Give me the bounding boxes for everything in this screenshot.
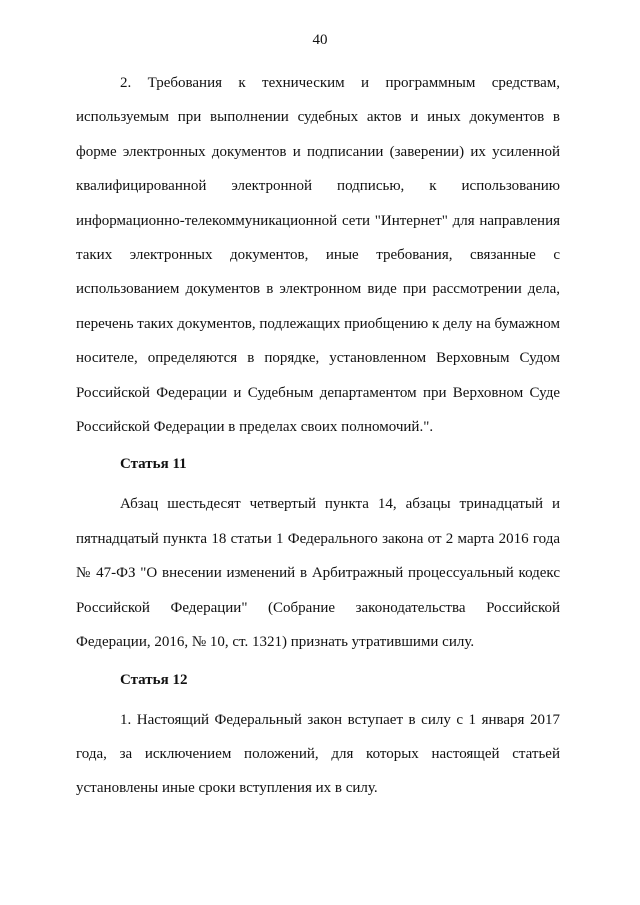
article-11-text: Абзац шестьдесят четвертый пункта 14, абзацы тринадцатый и пятнадцатый пункта 18 статьи 1 Федерального закона от 2 марта 2016 года № 47-ФЗ "О внесении изменений в Арбитражный процессуальный кодекс Российской Федерации" (Собрание законодательства Российской Федерации, 2016, № 10, ст. 1321) признать утратившими силу. [76, 496, 560, 651]
article-11-heading: Статья 11 [120, 456, 187, 473]
paragraph-requirements: 2. Требования к техническим и программным средствам, используемым при выполнении судебных актов и иных документов в форме электронных документов и подписании (заверении) их усиленной квалифицированной электронной подписью, к использованию информационно-телекоммуникационной сети "Интернет" для направления таких электронных документов, иные требования, связанные с использованием документов в электронном виде при рассмотрении дела, перечень таких документов, подлежащих приобщению к делу на бумажном носителе, определяются в порядке, установленном Верховным Судом Российской Федерации и Судебным департаментом при Верховном Суде Российской Федерации в пределах своих полномочий.". [76, 75, 561, 436]
article-12-text: 1. Настоящий Федеральный закон вступает в силу с 1 января 2017 года, за исключением положений, для которых настоящей статьей установлены иные сроки вступления их в силу. [76, 711, 560, 797]
article-12-heading: Статья 12 [120, 671, 188, 688]
page-number: 40 [312, 32, 328, 48]
document-body [76, 66, 560, 806]
